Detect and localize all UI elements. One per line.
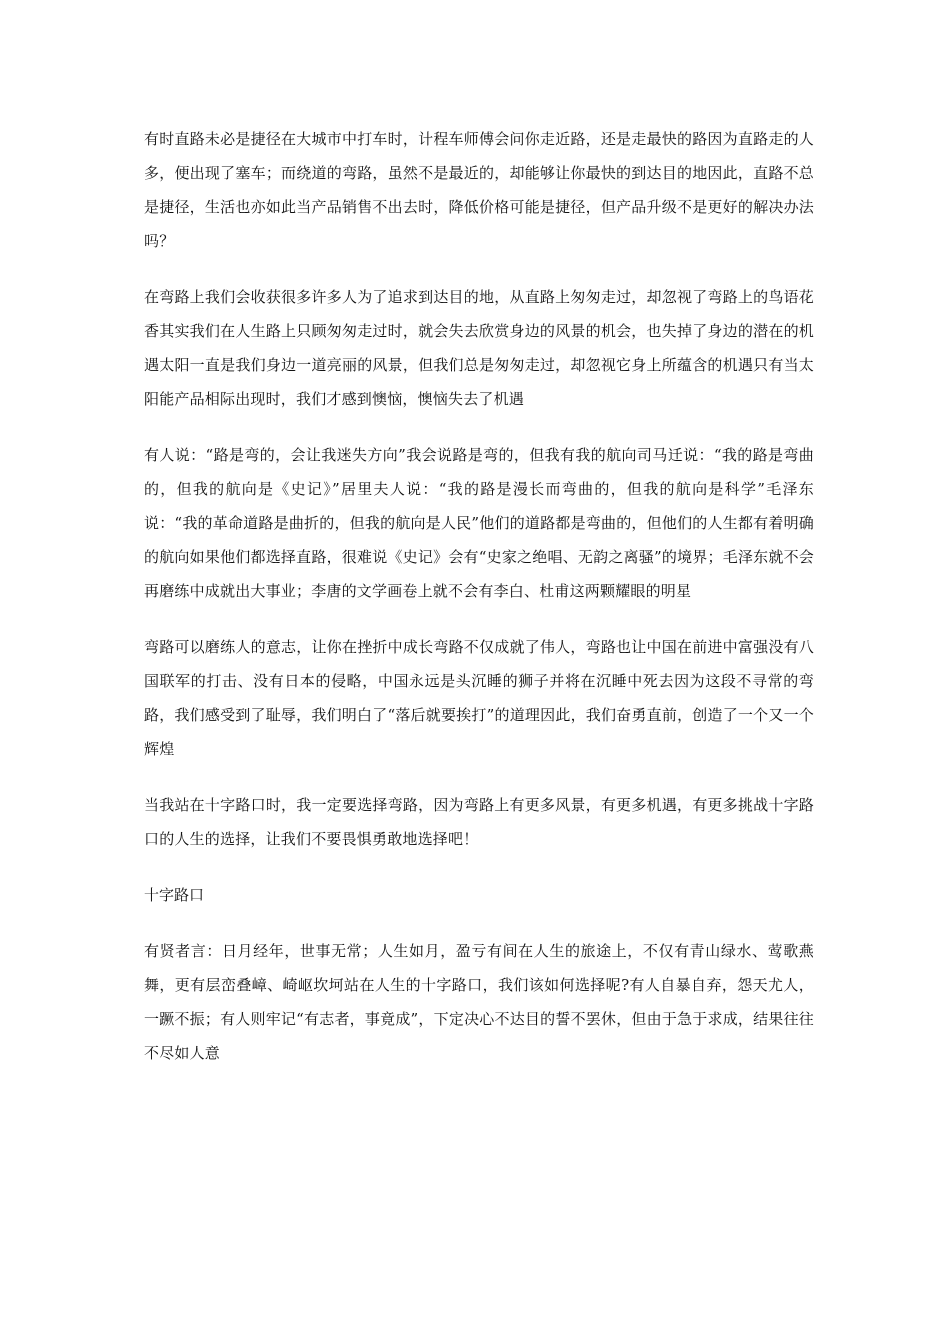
paragraph-4: 弯路可以磨练人的意志，让你在挫折中成长弯路不仅成就了伟人，弯路也让中国在前进中富强没有八国联军的打击、没有日本的侵略，中国永远是头沉睡的狮子并将在沉睡中死去因为这段不寻常的弯路，我们感受到了耻辱，我们明白了“落后就要挨打”的道理因此，我们奋勇直前，创造了一个又一个辉煌 <box>144 638 814 758</box>
paragraph-5: 当我站在十字路口时，我一定要选择弯路，因为弯路上有更多风景，有更多机遇，有更多挑战十字路口的人生的选择，让我们不要畏惧勇敢地选择吧！ <box>144 796 814 848</box>
section-heading: 十字路口 <box>144 886 205 904</box>
paragraph-3: 有人说：“路是弯的，会让我迷失方向”我会说路是弯的，但我有我的航向司马迁说：“我的路是弯曲的，但我的航向是《史记》”居里夫人说：“我的路是漫长而弯曲的，但我的航向是科学”毛泽东说：“我的革命道路是曲折的，但我的航向是人民”他们的道路都是弯曲的，但他们的人生都有着明确的航向如果他们都选择直路，很难说《史记》会有“史家之绝唱、无韵之离骚”的境界；毛泽东就不会再磨练中成就出大事业；李唐的文学画卷上就不会有李白、杜甫这两颗耀眼的明星 <box>144 446 814 600</box>
document-body <box>144 122 814 1092</box>
paragraph-2: 在弯路上我们会收获很多许多人为了追求到达目的地，从直路上匆匆走过，却忽视了弯路上的鸟语花香其实我们在人生路上只顾匆匆走过时，就会失去欣赏身边的风景的机会，也失掉了身边的潜在的机遇太阳一直是我们身边一道亮丽的风景，但我们总是匆匆走过，却忽视它身上所蕴含的机遇只有当太阳能产品相际出现时，我们才感到懊恼，懊恼失去了机遇 <box>144 288 814 408</box>
paragraph-6: 有贤者言：日月经年，世事无常；人生如月，盈亏有间在人生的旅途上，不仅有青山绿水、莺歌燕舞，更有层峦叠嶂、崎岖坎坷站在人生的十字路口，我们该如何选择呢?有人自暴自弃，怨天尤人，一蹶不振；有人则牢记“有志者，事竟成”，下定决心不达目的誓不罢休，但由于急于求成，结果往往不尽如人意 <box>144 942 814 1062</box>
paragraph-1: 有时直路未必是捷径在大城市中打车时，计程车师傅会问你走近路，还是走最快的路因为直路走的人多，便出现了塞车；而绕道的弯路，虽然不是最近的，却能够让你最快的到达目的地因此，直路不总是捷径，生活也亦如此当产品销售不出去时，降低价格可能是捷径，但产品升级不是更好的解决办法吗？ <box>144 130 814 250</box>
